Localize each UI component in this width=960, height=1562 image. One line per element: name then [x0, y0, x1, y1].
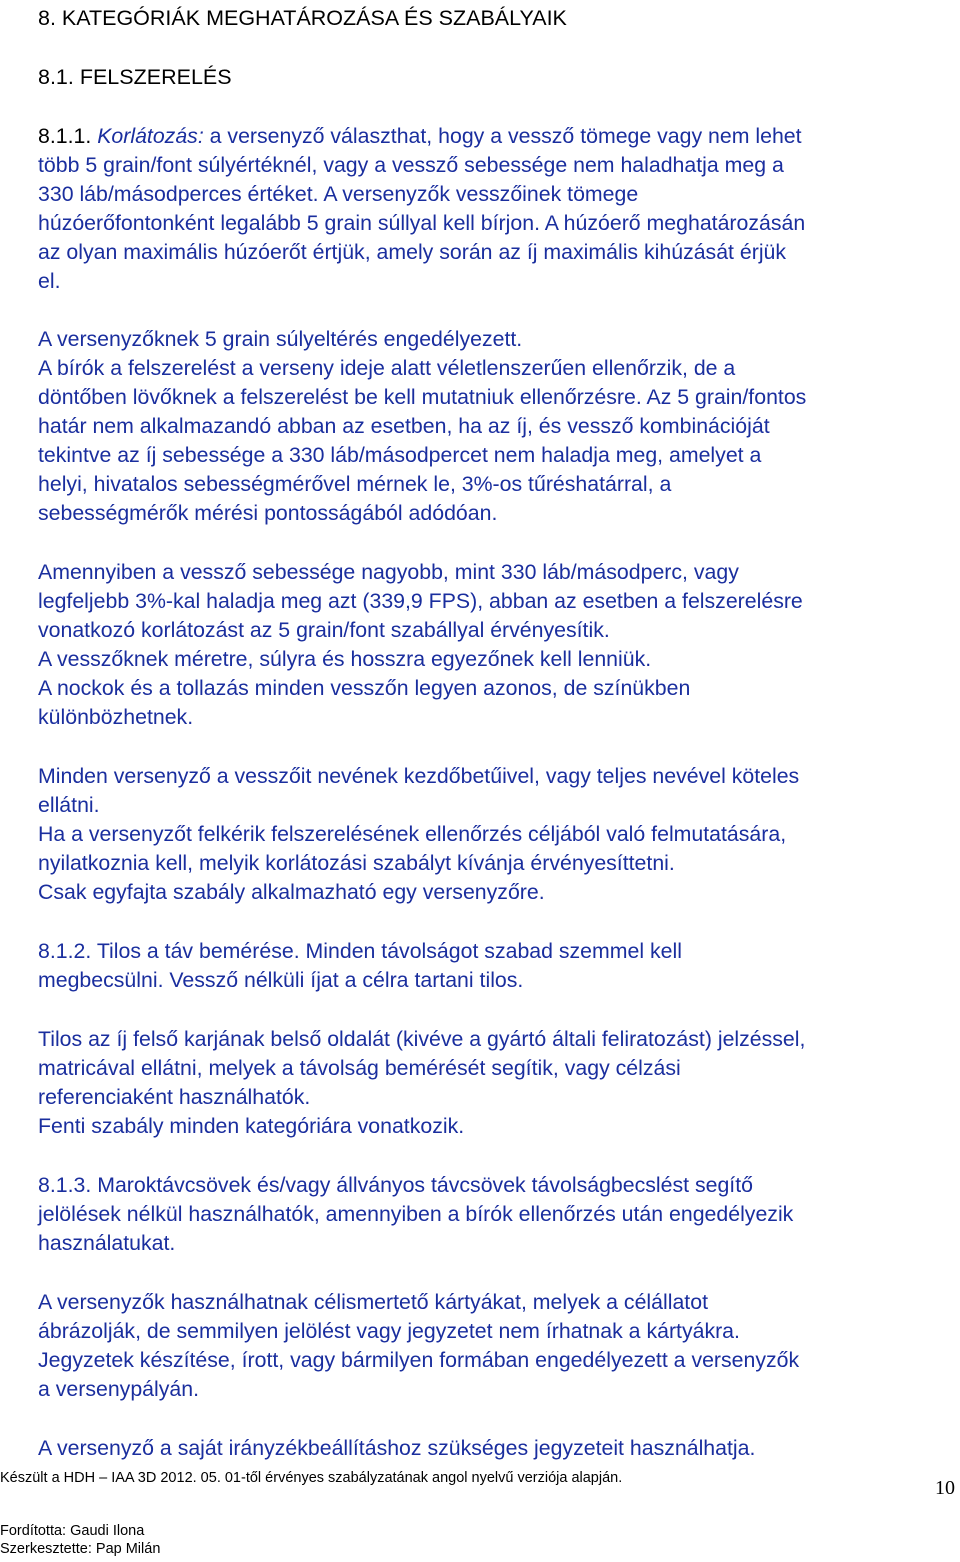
text-line: helyi, hivatalos sebességmérővel mérnek le, 3%-os tűréshatárral, a: [38, 472, 672, 496]
text-line: 8.1.2. Tilos a táv bemérése. Minden távolságot szabad szemmel kell: [38, 939, 682, 963]
text-line: 330 láb/másodperces értéket. A versenyzők vesszőinek tömege: [38, 182, 639, 206]
text-line: sebességmérők mérési pontosságából adódóan.: [38, 501, 498, 525]
text-line: A versenyzők használhatnak célismertető kártyákat, melyek a célállatot: [38, 1290, 708, 1314]
text-line: több 5 grain/font súlyértéknél, vagy a vessző sebessége nem haladhatja meg a: [38, 153, 784, 177]
text-line: Fenti szabály minden kategóriára vonatkozik.: [38, 1114, 465, 1138]
text-line: jelölések nélkül használhatók, amennyiben a bírók ellenőrzés után engedélyezik: [38, 1202, 794, 1226]
text-line: nyilatkoznia kell, melyik korlátozási szabályt kívánja érvényesíttetni.: [38, 851, 675, 875]
text-line: ábrázolják, de semmilyen jelölést vagy jegyzetet nem írhatnak a kártyákra.: [38, 1319, 740, 1343]
text-line: A bírók a felszerelést a verseny ideje alatt véletlenszerűen ellenőrzik, de a: [38, 356, 736, 380]
text-line: megbecsülni. Vessző nélküli íjat a célra tartani tilos.: [38, 968, 524, 992]
text-line: A versenyzőknek 5 grain súlyeltérés engedélyezett.: [38, 327, 523, 351]
text-line: referenciaként használhatók.: [38, 1085, 311, 1109]
text-line: Jegyzetek készítése, írott, vagy bármilyen formában engedélyezett a versenyzők: [38, 1348, 800, 1372]
text-line: vonatkozó korlátozást az 5 grain/font szabállyal érvényesítik.: [38, 618, 610, 642]
text-line: döntőben lövőknek a felszerelést be kell mutatniuk ellenőrzésre. Az 5 grain/fontos: [38, 385, 807, 409]
text-line: Minden versenyző a vesszőit nevének kezdőbetűivel, vagy teljes nevével köteles: [38, 764, 800, 788]
chapter-heading: 8. KATEGÓRIÁK MEGHATÁROZÁSA ÉS SZABÁLYAIK: [38, 6, 567, 30]
footer-translator: Fordította: Gaudi Ilona: [0, 1523, 145, 1539]
text-line: különbözhetnek.: [38, 705, 194, 729]
rule-number: 8.1.1.: [38, 124, 98, 148]
rule-text: a versenyző választhat, hogy a vessző tömege vagy nem lehet: [203, 124, 802, 148]
text-line: A nockok és a tollazás minden vesszőn legyen azonos, de színükben: [38, 676, 691, 700]
rule-label: Korlátozás:: [97, 124, 204, 148]
text-line: tekintve az íj sebessége a 330 láb/másodpercet nem haladja meg, amelyet a: [38, 443, 762, 467]
text-line: 8.1.3. Maroktávcsövek és/vagy állványos távcsövek távolságbecslést segítő: [38, 1173, 753, 1197]
page-number: 10: [935, 1477, 955, 1499]
text-line: Amennyiben a vessző sebessége nagyobb, mint 330 láb/másodperc, vagy: [38, 560, 739, 584]
text-line: legfeljebb 3%-kal haladja meg azt (339,9 FPS), abban az esetben a felszerelésre: [38, 589, 803, 613]
footer-source: Készült a HDH – IAA 3D 2012. 05. 01-től érvényes szabályzatának angol nyelvű verziója alapján.: [0, 1470, 623, 1486]
footer-editor: Szerkesztette: Pap Milán: [0, 1541, 161, 1557]
text-line: A vesszőknek méretre, súlyra és hosszra egyezőnek kell lenniük.: [38, 647, 652, 671]
text-line: a versenypályán.: [38, 1377, 200, 1401]
text-line: A versenyző a saját irányzékbeállításhoz szükséges jegyzeteit használhatja.: [38, 1436, 756, 1460]
text-line: matricával ellátni, melyek a távolság bemérését segítik, vagy célzási: [38, 1056, 681, 1080]
text-line: ellátni.: [38, 793, 100, 817]
text-line: Ha a versenyzőt felkérik felszerelésének ellenőrzés céljából való felmutatására,: [38, 822, 787, 846]
text-line: az olyan maximális húzóerőt értjük, amely során az íj maximális kihúzását érjük: [38, 240, 787, 264]
section-heading: 8.1. FELSZERELÉS: [38, 65, 232, 89]
text-line: el.: [38, 269, 61, 293]
text-line: Tilos az íj felső karjának belső oldalát (kivéve a gyártó általi feliratozást) jelzéssel,: [38, 1027, 806, 1051]
text-line: [38, 122, 802, 151]
text-line: Csak egyfajta szabály alkalmazható egy versenyzőre.: [38, 880, 545, 904]
text-line: használatukat.: [38, 1231, 176, 1255]
text-line: húzóerőfontonként legalább 5 grain súllyal kell bírjon. A húzóerő meghatározásán: [38, 211, 806, 235]
text-line: határ nem alkalmazandó abban az esetben, ha az íj, és vessző kombinációját: [38, 414, 770, 438]
